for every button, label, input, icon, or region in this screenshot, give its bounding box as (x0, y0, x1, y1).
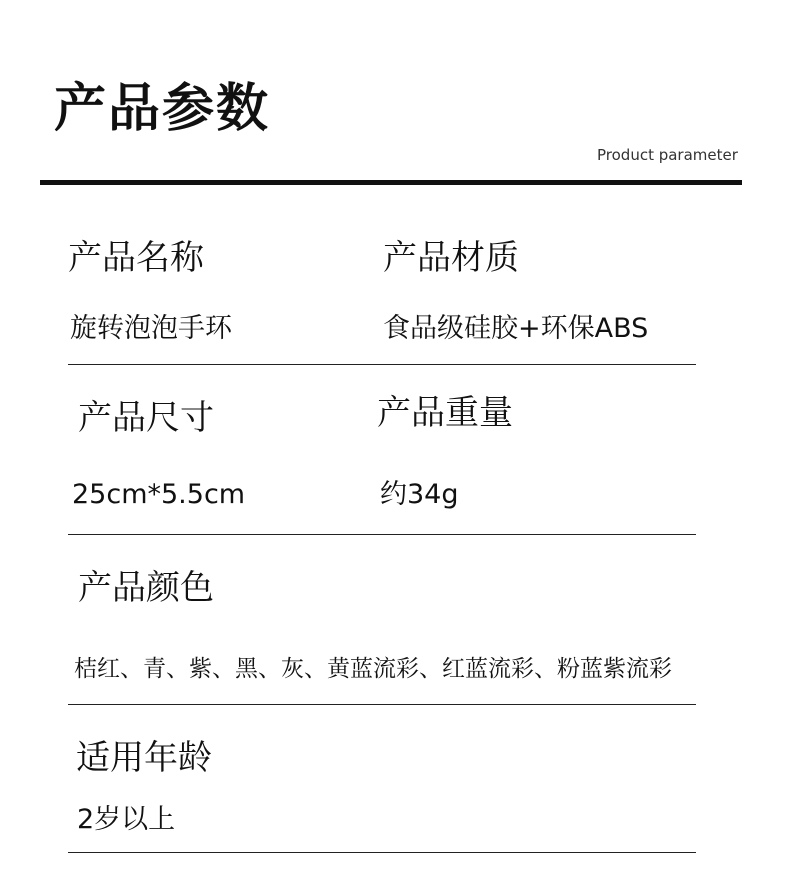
size-value: 25cm*5.5cm (72, 479, 246, 510)
row-divider (68, 704, 696, 705)
row-divider (68, 852, 696, 853)
row-divider (68, 534, 696, 535)
size-label: 产品尺寸 (78, 398, 214, 438)
page-title: 产品参数 (54, 79, 271, 139)
page-subtitle: Product parameter (597, 146, 738, 164)
color-label: 产品颜色 (78, 568, 214, 608)
header-divider (40, 180, 742, 185)
color-value: 桔红、青、紫、黑、灰、黄蓝流彩、红蓝流彩、粉蓝紫流彩 (74, 656, 672, 682)
material-value: 食品级硅胶+环保ABS (383, 313, 649, 344)
age-value: 2岁以上 (77, 804, 176, 835)
material-label: 产品材质 (383, 238, 519, 278)
age-label: 适用年龄 (76, 738, 212, 778)
weight-value: 约34g (380, 479, 459, 510)
name-label: 产品名称 (68, 238, 204, 278)
name-value: 旋转泡泡手环 (70, 313, 232, 344)
row-divider (68, 364, 696, 365)
weight-label: 产品重量 (377, 393, 513, 433)
